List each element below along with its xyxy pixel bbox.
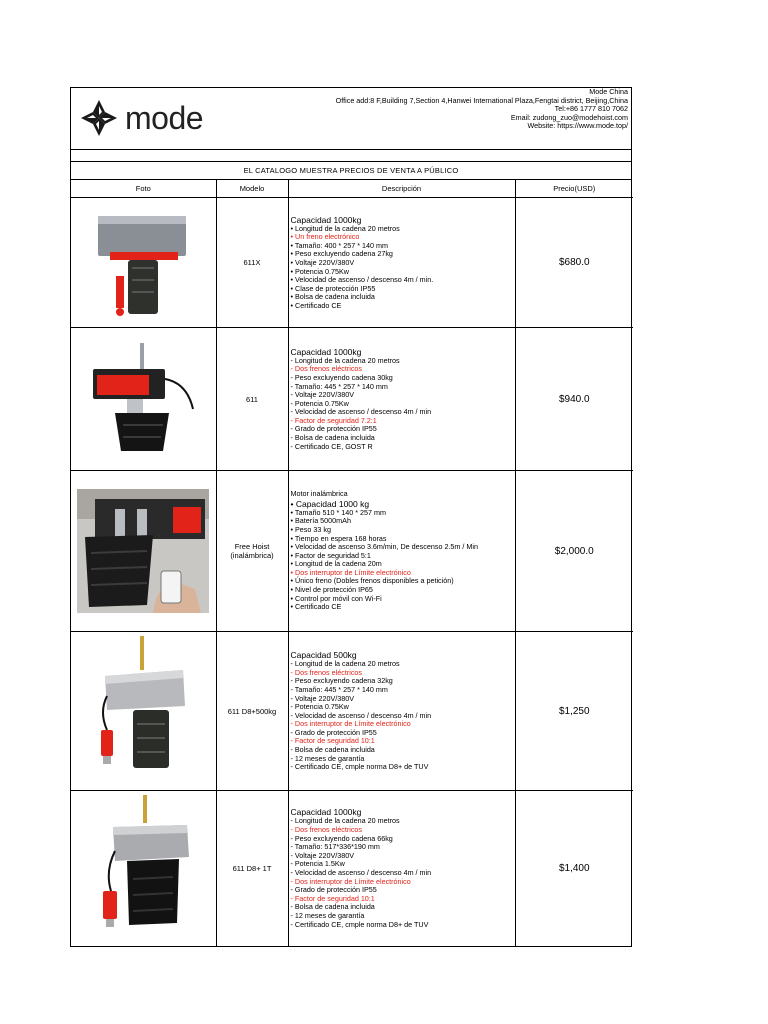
product-price: $680.0 (515, 198, 633, 328)
product-model (216, 471, 288, 632)
desc-line: • Longitud de la cadena 20m (290, 559, 382, 569)
desc-line: - Certificado CE, GOST R (290, 441, 373, 451)
desc-line: Capacidad 1000kg (290, 214, 362, 225)
hoist-611-photo-icon (83, 343, 203, 455)
contact-block (336, 88, 628, 131)
column-header-photo: Foto (71, 180, 216, 198)
hoist-611x-photo-icon (88, 202, 198, 324)
catalog-title: EL CATALOGO MUESTRA PRECIOS DE VENTA A PÚBLICO (71, 162, 631, 180)
desc-line: - Longitud de la cadena 20 metros (290, 659, 400, 669)
desc-line: • Potencia 0.75Kw (290, 266, 349, 276)
hoist-611-d8-500-photo-icon (93, 636, 193, 786)
desc-line: - Grado de protección IP55 (290, 885, 377, 895)
desc-line: • Nivel de protección IP65 (290, 585, 373, 595)
product-photo-cell (71, 632, 216, 791)
desc-line-highlight: - Dos frenos eléctricos (290, 667, 362, 677)
desc-line: • Velocidad de ascenso / descenso 4m / min. (290, 275, 434, 285)
column-header-price: Precio(USD) (515, 180, 633, 198)
desc-line: - Peso excluyendo cadena 30kg (290, 372, 393, 382)
desc-line: • Tamaño: 400 * 257 * 140 mm (290, 240, 388, 250)
desc-line: - Tamaño: 517*336*190 mm (290, 842, 380, 852)
table-row (71, 471, 633, 632)
product-price: $2,000.0 (515, 471, 633, 632)
catalog-sheet (70, 87, 632, 947)
desc-line: - Peso excluyendo cadena 32kg (290, 676, 393, 686)
table-row (71, 328, 633, 471)
desc-line: - Certificado CE, cmple norma D8+ de TUV (290, 762, 429, 772)
desc-line: - Longitud de la cadena 20 metros (290, 355, 400, 365)
table-header-row (71, 180, 633, 198)
product-price: $1,250 (515, 632, 633, 791)
hoist-611-d8-1t-photo-icon (93, 795, 193, 941)
desc-line-highlight: - Dos frenos eléctricos (290, 824, 362, 834)
product-model: 611 (216, 328, 288, 471)
desc-line: Capacidad 500kg (290, 650, 357, 661)
desc-line: - Potencia 0.75Kw (290, 702, 349, 712)
desc-line: Motor inalámbrica (290, 489, 348, 499)
contact-line: Mode China (589, 87, 628, 96)
desc-line: - Certificado CE, cmple norma D8+ de TUV (290, 919, 429, 929)
desc-line: - Voltaje 220V/380V (290, 693, 355, 703)
desc-line: • Certificado CE (290, 602, 342, 612)
product-description (288, 632, 515, 791)
column-header-model: Modelo (216, 180, 288, 198)
product-model: 611X (216, 198, 288, 328)
desc-line: • Peso 33 kg (290, 524, 331, 534)
contact-address: Office add:8 F,Building 7,Section 4,Hanwei International Plaza,Fengtai district, Beijing,China (335, 95, 628, 105)
desc-line: Capacidad 1000kg (290, 346, 362, 357)
spacer-row (71, 150, 631, 162)
desc-line: - Longitud de la cadena 20 metros (290, 816, 400, 826)
desc-line: - Bolsa de cadena incluida (290, 745, 375, 755)
desc-line: • Batería 5000mAh (290, 516, 351, 526)
desc-line: - Grado de protección IP55 (290, 424, 377, 434)
desc-line: • Bolsa de cadena incluida (290, 292, 375, 302)
desc-line: - Bolsa de cadena incluida (290, 433, 375, 443)
contact-email[interactable]: Email: zudong_zuo@modehoist.com (510, 112, 628, 122)
mode-pinwheel-logo-icon (79, 98, 119, 138)
product-model: 611 D8+500kg (216, 632, 288, 791)
desc-line: • Capacidad 1000 kg (290, 498, 370, 509)
desc-line: - Tamaño: 445 * 257 * 140 mm (290, 381, 388, 391)
desc-line: • Certificado CE (290, 300, 342, 310)
desc-line: - Bolsa de cadena incluida (290, 902, 375, 912)
desc-line: • Tamaño 510 * 140 * 257 mm (290, 507, 386, 517)
desc-line-highlight: - Dos frenos eléctricos (290, 364, 362, 374)
product-price: $1,400 (515, 791, 633, 946)
desc-line: • Tiempo en espera 168 horas (290, 533, 387, 543)
desc-line-highlight: - Factor de seguridad 10:1 (290, 736, 375, 746)
product-photo-cell (71, 328, 216, 471)
table-row (71, 632, 633, 791)
desc-line: - Grado de protección IP55 (290, 727, 377, 737)
product-photo-cell (71, 198, 216, 328)
desc-line: - Velocidad de ascenso / descenso 4m / min (290, 867, 432, 877)
desc-line: - Peso excluyendo cadena 66kg (290, 833, 393, 843)
product-model: 611 D8+ 1T (216, 791, 288, 946)
product-description (288, 328, 515, 471)
desc-line-highlight: - Dos interruptor de Límite electrónico (290, 719, 411, 729)
table-row (71, 198, 633, 328)
desc-line: • Factor de seguridad 5:1 (290, 550, 371, 560)
desc-line: • Único freno (Dobles frenos disponibles a petición) (290, 576, 454, 586)
desc-line: - Voltaje 220V/380V (290, 390, 355, 400)
desc-line: • Control por móvil con Wi-Fi (290, 593, 382, 603)
desc-line: • Voltaje 220V/380V (290, 257, 355, 267)
product-description (288, 471, 515, 632)
desc-line-highlight: - Dos interruptor de Límite electrónico (290, 876, 411, 886)
desc-line: - Voltaje 220V/380V (290, 850, 355, 860)
product-photo-cell (71, 471, 216, 632)
company-logo (79, 98, 203, 138)
desc-line: • Velocidad de ascenso 3.6m/min, De descenso 2.5m / Min (290, 542, 478, 552)
desc-line: - Potencia 0.75Kw (290, 398, 349, 408)
desc-line: • Clase de protección IP55 (290, 283, 376, 293)
desc-line: - 12 meses de garantía (290, 910, 365, 920)
desc-line-highlight: • Dos interruptor de Límite electrónico (290, 567, 411, 577)
desc-line-highlight: - Factor de seguridad 10:1 (290, 893, 375, 903)
desc-line-highlight: - Factor de seguridad 7.2:1 (290, 415, 377, 425)
product-table (71, 180, 633, 946)
desc-line-highlight: • Un freno electrónico (290, 232, 360, 242)
product-photo-cell (71, 791, 216, 946)
product-price: $940.0 (515, 328, 633, 471)
company-header (71, 88, 631, 150)
model-name-line: Free Hoist (inalámbrica) (230, 542, 274, 560)
product-description (288, 198, 515, 328)
desc-line: • Peso excluyendo cadena 27kg (290, 249, 393, 259)
desc-line: - Potencia 1.5Kw (290, 859, 345, 869)
free-hoist-photo-icon (77, 489, 209, 613)
logo-text: mode (125, 99, 204, 136)
contact-website[interactable]: Website: https://www.mode.top/ (527, 121, 628, 131)
table-row (71, 791, 633, 946)
desc-line: - Velocidad de ascenso / descenso 4m / min (290, 407, 432, 417)
desc-line: Capacidad 1000kg (290, 807, 362, 818)
desc-line: • Longitud de la cadena 20 metros (290, 223, 400, 233)
product-description (288, 791, 515, 946)
desc-line: - 12 meses de garantía (290, 753, 365, 763)
contact-phone: Tel:+86 1777 810 7062 (554, 104, 628, 114)
desc-line: - Tamaño: 445 * 257 * 140 mm (290, 684, 388, 694)
desc-line: - Velocidad de ascenso / descenso 4m / min (290, 710, 432, 720)
column-header-description: Descripción (288, 180, 515, 198)
